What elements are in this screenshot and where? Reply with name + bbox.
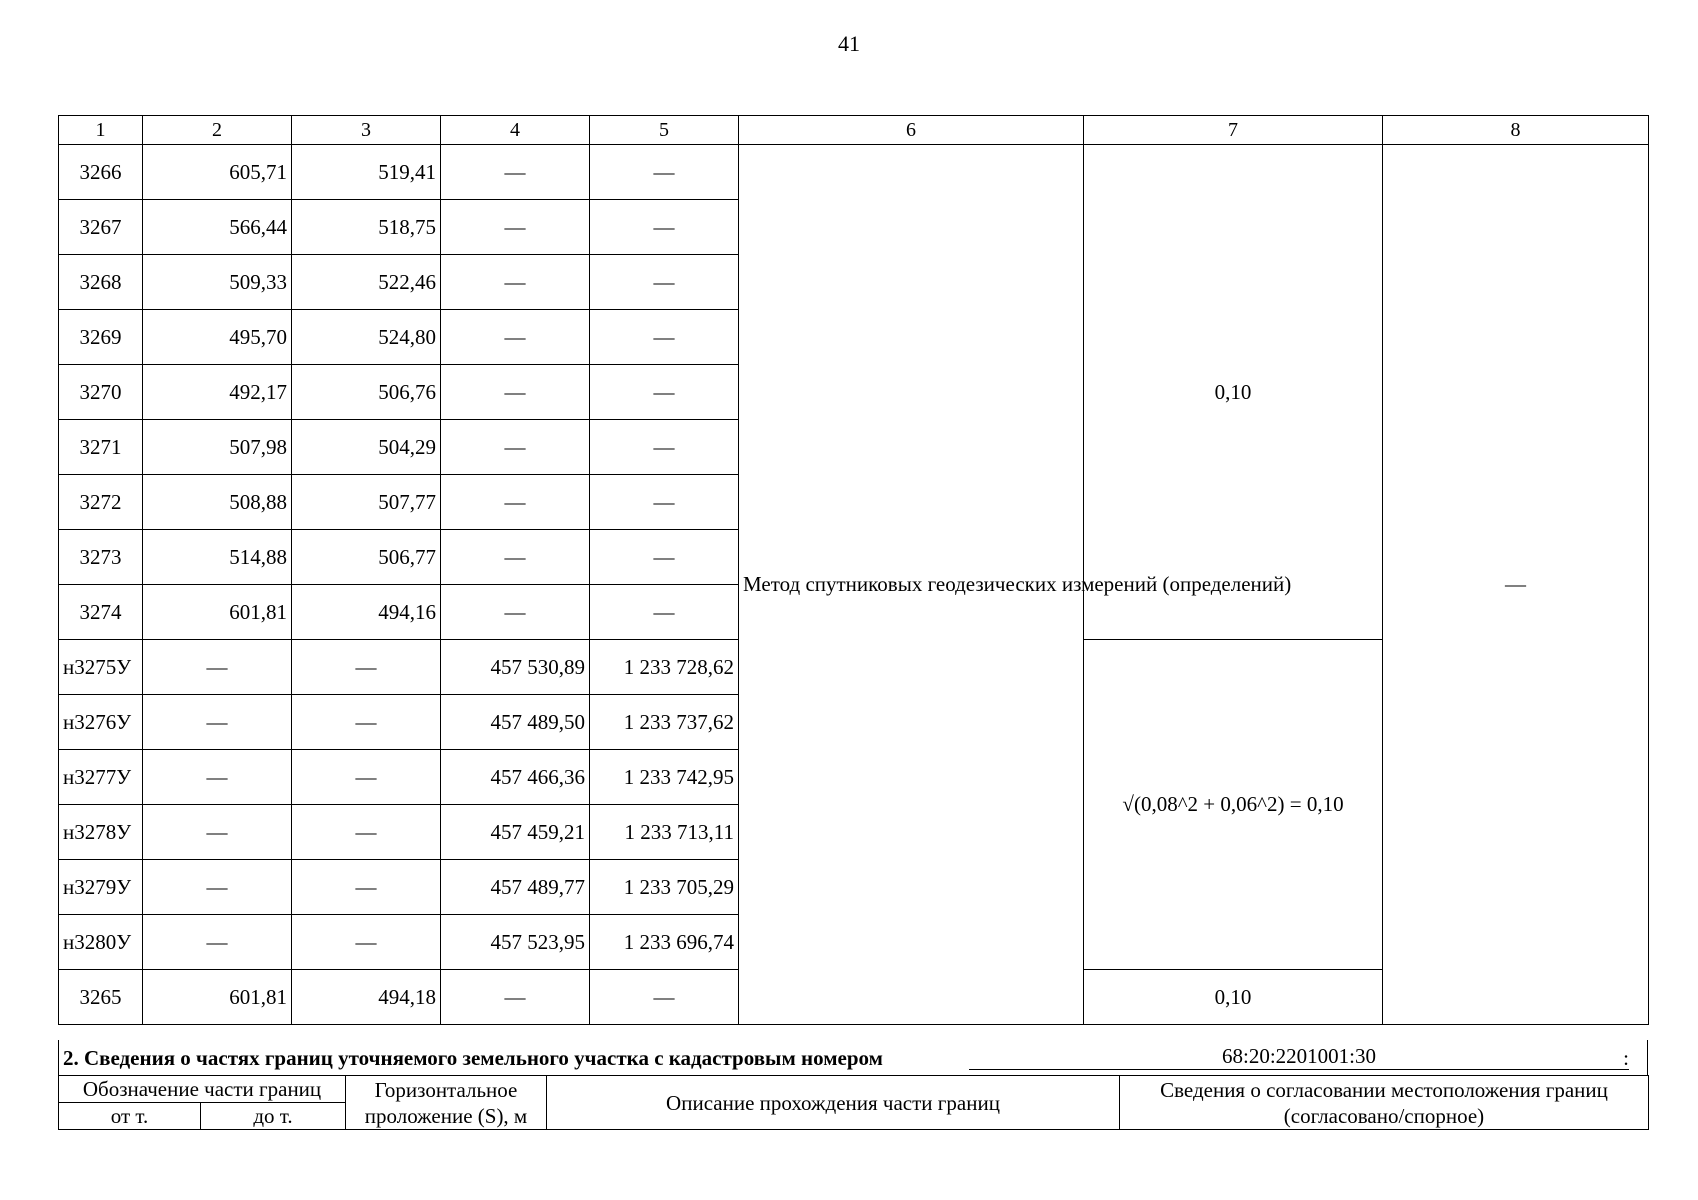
table-cell: 522,46 — [292, 255, 441, 310]
table-cell: 457 523,95 — [441, 915, 590, 970]
header-part-designation: Обозначение части границ — [59, 1076, 346, 1103]
column-number-header: 6 — [739, 116, 1084, 145]
header-row — [59, 116, 1649, 145]
table-cell: — — [143, 805, 292, 860]
table-row — [59, 145, 1649, 200]
table-cell: 507,98 — [143, 420, 292, 475]
table-cell: — — [292, 640, 441, 695]
table-cell: 601,81 — [143, 585, 292, 640]
table-cell: 457 466,36 — [441, 750, 590, 805]
table-cell: 494,18 — [292, 970, 441, 1025]
table-cell: 506,76 — [292, 365, 441, 420]
table-cell: 457 530,89 — [441, 640, 590, 695]
table-cell: 3270 — [59, 365, 143, 420]
table-cell: — — [441, 530, 590, 585]
table-cell: н3277У — [59, 750, 143, 805]
table-cell: н3279У — [59, 860, 143, 915]
table-cell: 495,70 — [143, 310, 292, 365]
table-cell: 519,41 — [292, 145, 441, 200]
table-cell: 506,77 — [292, 530, 441, 585]
table-cell: — — [441, 475, 590, 530]
table-cell: — — [441, 255, 590, 310]
column-number-header: 1 — [59, 116, 143, 145]
section-2-header — [58, 1040, 1648, 1075]
table-cell: — — [590, 200, 739, 255]
table-cell: — — [590, 365, 739, 420]
column-number-header: 4 — [441, 116, 590, 145]
table-cell: 1 233 728,62 — [590, 640, 739, 695]
table-cell: — — [441, 970, 590, 1025]
table-cell: 504,29 — [292, 420, 441, 475]
table-cell: 3271 — [59, 420, 143, 475]
table-cell: н3275У — [59, 640, 143, 695]
table-cell: — — [143, 640, 292, 695]
table-cell: 3272 — [59, 475, 143, 530]
table-cell: — — [143, 860, 292, 915]
method-cell: Метод спутниковых геодезических измерений (определений) — [739, 145, 1084, 1025]
table-cell: 457 489,50 — [441, 695, 590, 750]
table-cell: — — [143, 915, 292, 970]
table-cell: 494,16 — [292, 585, 441, 640]
table-cell: 514,88 — [143, 530, 292, 585]
table-cell: — — [441, 310, 590, 365]
table-cell: 1 233 713,11 — [590, 805, 739, 860]
table-cell: 3269 — [59, 310, 143, 365]
table-cell: 518,75 — [292, 200, 441, 255]
table-cell: — — [143, 750, 292, 805]
table-cell: — — [292, 750, 441, 805]
table-cell: 1 233 737,62 — [590, 695, 739, 750]
table-cell: — — [441, 420, 590, 475]
table-cell: 509,33 — [143, 255, 292, 310]
table-cell: — — [292, 915, 441, 970]
table-cell: — — [292, 860, 441, 915]
table-cell: 3273 — [59, 530, 143, 585]
header-part-description: Описание прохождения части границ — [547, 1076, 1120, 1130]
table-cell: — — [590, 255, 739, 310]
table-cell: 3265 — [59, 970, 143, 1025]
table-cell: 507,77 — [292, 475, 441, 530]
section-2-title: 2. Сведения о частях границ уточняемого земельного участка с кадастровым номером — [63, 1046, 883, 1070]
table-cell: н3276У — [59, 695, 143, 750]
coordinates-table — [58, 115, 1649, 1025]
table-cell: 1 233 696,74 — [590, 915, 739, 970]
column-number-header: 7 — [1084, 116, 1383, 145]
table-cell: — — [292, 695, 441, 750]
table-cell: 524,80 — [292, 310, 441, 365]
column-number-header: 8 — [1383, 116, 1649, 145]
column-number-header: 5 — [590, 116, 739, 145]
table-cell: н3280У — [59, 915, 143, 970]
table-cell: 605,71 — [143, 145, 292, 200]
table-cell: 601,81 — [143, 970, 292, 1025]
table-cell: 457 459,21 — [441, 805, 590, 860]
table-cell: — — [590, 420, 739, 475]
table-cell: — — [441, 200, 590, 255]
table-cell: — — [590, 585, 739, 640]
table-cell: — — [590, 310, 739, 365]
header-agreement-info: Сведения о согласовании местоположения границ (согласовано/спорное) — [1120, 1076, 1649, 1130]
table-cell: 1 233 742,95 — [590, 750, 739, 805]
table-cell: 3274 — [59, 585, 143, 640]
table-cell: — — [441, 585, 590, 640]
table-cell: — — [590, 145, 739, 200]
table-cell: — — [441, 365, 590, 420]
boundary-parts-table — [58, 1075, 1649, 1130]
table-cell: 3267 — [59, 200, 143, 255]
header-from-point: от т. — [59, 1103, 201, 1130]
table-cell: 492,17 — [143, 365, 292, 420]
accuracy-cell: 0,10 — [1084, 970, 1383, 1025]
table-cell: — — [292, 805, 441, 860]
section-2-colon: : — [1623, 1046, 1629, 1070]
accuracy-formula-cell: √(0,08^2 + 0,06^2) = 0,10 — [1084, 640, 1383, 970]
table-cell: н3278У — [59, 805, 143, 860]
column-number-header: 3 — [292, 116, 441, 145]
table-cell: — — [590, 475, 739, 530]
column-8-cell: — — [1383, 145, 1649, 1025]
table-cell: 508,88 — [143, 475, 292, 530]
table-cell: 3268 — [59, 255, 143, 310]
table-cell: — — [590, 970, 739, 1025]
table-cell: 457 489,77 — [441, 860, 590, 915]
column-number-header: 2 — [143, 116, 292, 145]
table-cell: 566,44 — [143, 200, 292, 255]
page-number: 41 — [838, 31, 860, 56]
table-cell: — — [590, 530, 739, 585]
table-cell: — — [441, 145, 590, 200]
table-cell: 3266 — [59, 145, 143, 200]
table-cell: — — [143, 695, 292, 750]
cadastral-number: 68:20:2201001:30 — [969, 1044, 1629, 1070]
table-cell: 1 233 705,29 — [590, 860, 739, 915]
header-horizontal-distance: Горизонтальное проложение (S), м — [346, 1076, 547, 1130]
accuracy-cell: 0,10 — [1084, 145, 1383, 640]
header-to-point: до т. — [201, 1103, 346, 1130]
